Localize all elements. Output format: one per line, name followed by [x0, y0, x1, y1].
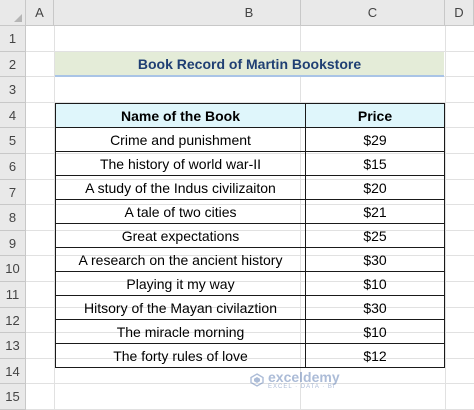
book-name-cell[interactable]: A study of the Indus civilizaiton	[56, 176, 306, 200]
row-header[interactable]: 8	[0, 205, 26, 231]
row-header[interactable]: 7	[0, 180, 26, 205]
sheet-title-cell[interactable]: Book Record of Martin Bookstore	[55, 52, 444, 77]
row-header[interactable]: 12	[0, 308, 26, 333]
column-header-c[interactable]: C	[300, 0, 445, 26]
table-row	[56, 344, 445, 368]
price-cell[interactable]: $10	[306, 272, 445, 296]
price-cell[interactable]: $21	[306, 200, 445, 224]
row-header[interactable]: 11	[0, 282, 26, 308]
row-header[interactable]: 10	[0, 256, 26, 282]
price-cell[interactable]: $10	[306, 320, 445, 344]
row-header[interactable]: 6	[0, 154, 26, 180]
header-price[interactable]: Price	[306, 104, 445, 128]
exceldemy-logo-icon	[250, 373, 264, 387]
book-name-cell[interactable]: Great expectations	[56, 224, 306, 248]
book-name-cell[interactable]: The forty rules of love	[56, 344, 306, 368]
row-header[interactable]: 4	[0, 103, 26, 128]
grid-line	[445, 26, 446, 410]
book-name-cell[interactable]: Playing it my way	[56, 272, 306, 296]
watermark	[250, 370, 340, 390]
row-header[interactable]: 9	[0, 231, 26, 256]
table-row	[56, 296, 445, 320]
table-row	[56, 320, 445, 344]
column-header-a[interactable]: A	[26, 0, 54, 26]
price-cell[interactable]: $30	[306, 248, 445, 272]
price-cell[interactable]: $20	[306, 176, 445, 200]
price-cell[interactable]: $15	[306, 152, 445, 176]
book-name-cell[interactable]: A research on the ancient history	[56, 248, 306, 272]
price-cell[interactable]: $12	[306, 344, 445, 368]
book-name-cell[interactable]: The history of world war-II	[56, 152, 306, 176]
book-table	[55, 103, 445, 368]
price-cell[interactable]: $29	[306, 128, 445, 152]
table-row	[56, 200, 445, 224]
row-header[interactable]: 14	[0, 359, 26, 384]
watermark-name: exceldemy	[268, 369, 340, 385]
row-header[interactable]: 3	[0, 77, 26, 103]
watermark-tagline: EXCEL · DATA · BI	[268, 384, 336, 390]
row-header[interactable]: 5	[0, 128, 26, 154]
row-header[interactable]: 15	[0, 384, 26, 410]
book-name-cell[interactable]: The miracle morning	[56, 320, 306, 344]
column-header-d[interactable]: D	[445, 0, 474, 26]
table-row	[56, 176, 445, 200]
price-cell[interactable]: $30	[306, 296, 445, 320]
table-row	[56, 248, 445, 272]
grid-line	[26, 383, 474, 384]
row-header[interactable]: 2	[0, 52, 26, 77]
table-row	[56, 272, 445, 296]
table-row	[56, 224, 445, 248]
select-all-icon	[14, 14, 22, 22]
row-header[interactable]: 1	[0, 26, 26, 52]
price-cell[interactable]: $25	[306, 224, 445, 248]
table-header-row	[56, 104, 445, 128]
table-row	[56, 128, 445, 152]
select-all-corner[interactable]	[0, 0, 26, 26]
row-header[interactable]: 13	[0, 333, 26, 359]
table-row	[56, 152, 445, 176]
book-name-cell[interactable]: Hitsory of the Mayan civilaztion	[56, 296, 306, 320]
book-name-cell[interactable]: Crime and punishment	[56, 128, 306, 152]
column-header-b[interactable]: B	[54, 0, 445, 26]
header-book-name[interactable]: Name of the Book	[56, 104, 306, 128]
book-name-cell[interactable]: A tale of two cities	[56, 200, 306, 224]
